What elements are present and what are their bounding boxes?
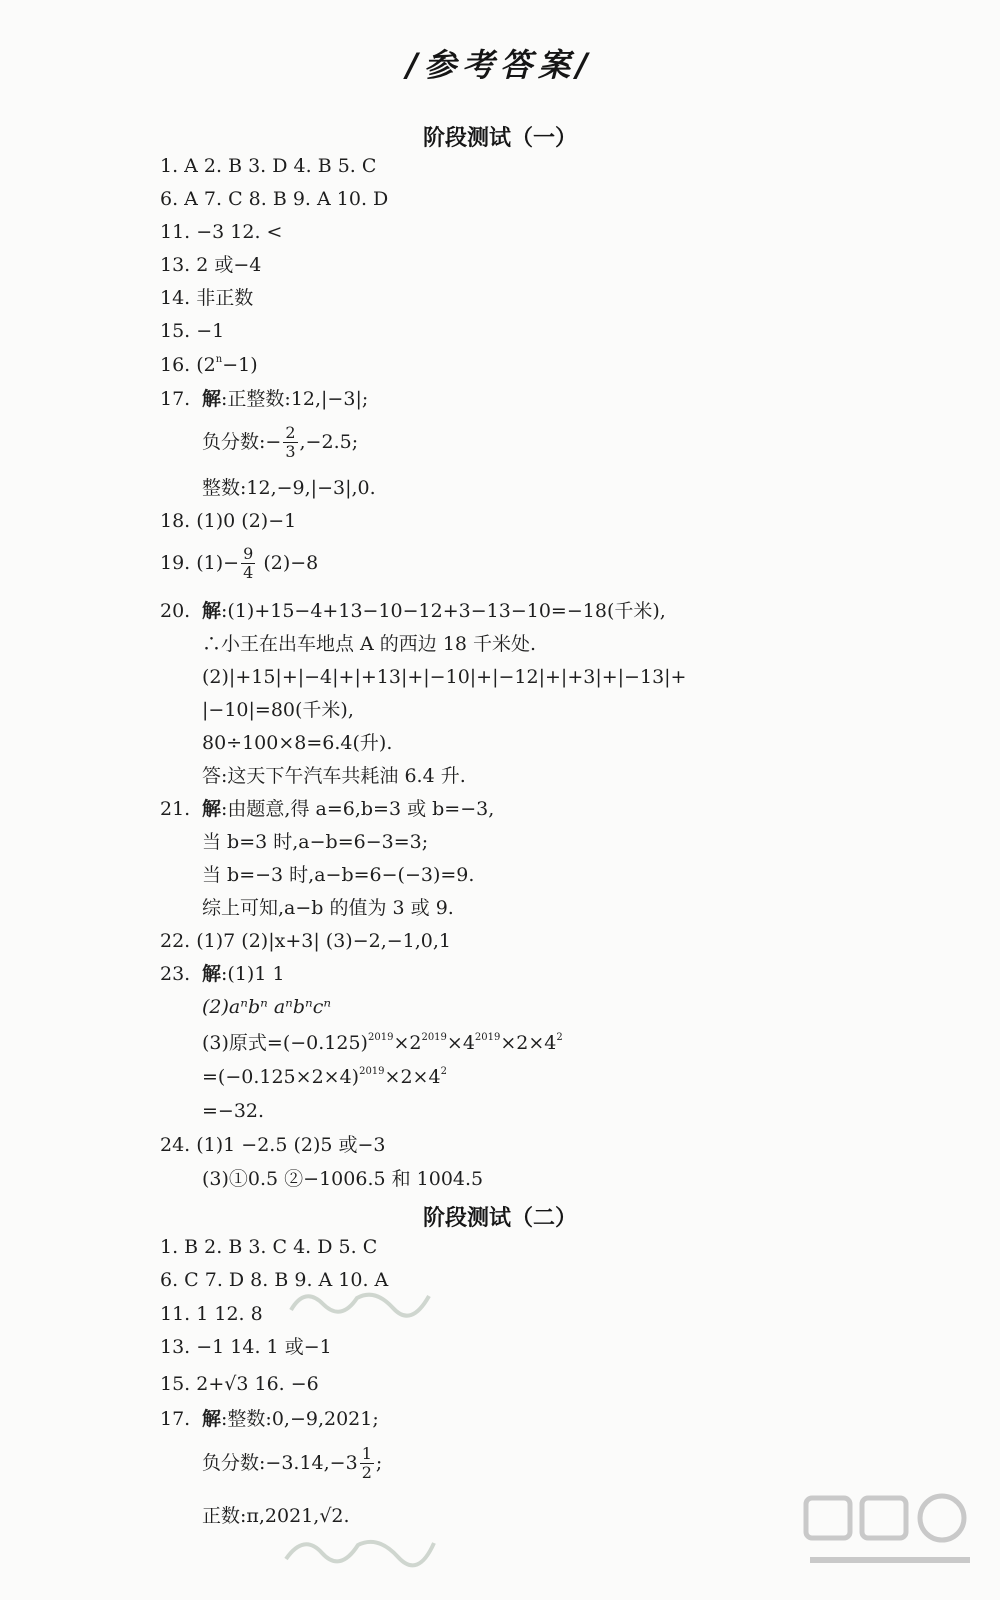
answer-line-22: 22. (1)7 (2)|x+3| (3)−2,−1,0,1: [160, 930, 452, 952]
q23-c-mid1: ×2: [393, 1032, 422, 1054]
q23-d-mid: ×2×4: [384, 1066, 441, 1088]
denominator: 2: [361, 1463, 372, 1483]
q16-tail: −1): [222, 354, 258, 376]
question-number: 20.: [160, 600, 191, 622]
fraction: [241, 545, 255, 583]
question-number: 17.: [160, 1408, 191, 1430]
q23-c-pre: (3)原式=(−0.125): [202, 1032, 368, 1054]
page-title: /参考答案/: [406, 46, 594, 84]
answer-line-11-12: 11. 1 12. 8: [160, 1303, 263, 1325]
jie-label: 解: [202, 1408, 222, 1430]
answer-17-line-a: [160, 390, 368, 409]
answer-24-line-b: (3)①0.5 ②−1006.5 和 1004.5: [202, 1168, 484, 1190]
exponent: 2: [556, 1032, 563, 1043]
q21-text-a: :由题意,得 a=6,b=3 或 b=−3,: [221, 798, 495, 820]
section-title-1: 阶段测试（一）: [422, 126, 577, 151]
answer-line-11-12: 11. −3 12. <: [160, 221, 283, 243]
answer-20-line-f: 答:这天下午汽车共耗油 6.4 升.: [202, 765, 466, 787]
numerator: 1: [361, 1444, 372, 1463]
jie-label: 解: [202, 600, 222, 622]
section-title-2: 阶段测试（二）: [422, 1206, 577, 1231]
q19-post: (2)−8: [257, 551, 319, 574]
fraction: [283, 424, 297, 462]
answer-23-line-c: [202, 1034, 563, 1053]
jie-label: 解: [202, 963, 222, 985]
exponent: 2019: [367, 1032, 394, 1043]
numerator: 9: [243, 544, 254, 563]
answer-21-line-b: 当 b=3 时,a−b=6−3=3;: [202, 831, 429, 853]
q17-text-a: :整数:0,−9,2021;: [221, 1408, 379, 1430]
answer-23-line-e: =−32.: [202, 1100, 265, 1122]
question-number: 21.: [160, 798, 191, 820]
answer-line-13-14: 13. −1 14. 1 或−1: [160, 1336, 332, 1358]
q20-text-a: :(1)+15−4+13−10−12+3−13−10=−18(千米),: [221, 600, 666, 622]
answer-21-line-a: [160, 800, 494, 819]
answer-line-6-10: 6. A 7. C 8. B 9. A 10. D: [160, 188, 389, 210]
corner-logo: [800, 1490, 980, 1584]
answer-line-6-10: 6. C 7. D 8. B 9. A 10. A: [160, 1269, 389, 1291]
answer-23-line-d: [202, 1068, 447, 1087]
answer-17-line-b: [202, 1445, 382, 1483]
answer-line-15: 15. −1: [160, 320, 225, 342]
watermark-mark: [280, 1525, 440, 1574]
answer-20-line-b: ∴小王在出车地点 A 的西边 18 千米处.: [202, 633, 537, 655]
q23-d-pre: =(−0.125×2×4): [202, 1066, 360, 1088]
q16-exponent: n: [215, 354, 223, 365]
answer-23-line-b: (2)aⁿbⁿ aⁿbⁿcⁿ: [202, 996, 332, 1018]
exponent: 2019: [474, 1032, 501, 1043]
exponent: 2: [440, 1066, 447, 1077]
answer-17-line-b: [202, 424, 358, 462]
answer-20-line-a: [160, 602, 666, 621]
q17-b-pre: 负分数:−: [202, 430, 282, 453]
exponent: 2019: [421, 1032, 447, 1043]
answer-20-line-d: |−10|=80(千米),: [202, 699, 354, 721]
answer-21-line-d: 综上可知,a−b 的值为 3 或 9.: [202, 897, 454, 919]
q23-c-mid3: ×2×4: [500, 1032, 557, 1054]
jie-label: 解: [202, 388, 222, 410]
q19-pre: 19. (1)−: [160, 551, 240, 574]
answer-21-line-c: 当 b=−3 时,a−b=6−(−3)=9.: [202, 864, 475, 886]
q23-c-mid2: ×4: [446, 1032, 475, 1054]
answer-17-line-a: [160, 1410, 379, 1429]
answer-line-19: [160, 545, 318, 583]
answer-17-line-c: 正数:π,2021,√2.: [202, 1505, 350, 1527]
answer-line-14: 14. 非正数: [160, 287, 254, 309]
exponent: 2019: [359, 1066, 385, 1077]
answer-24-line-a: 24. (1)1 −2.5 (2)5 或−3: [160, 1134, 386, 1156]
answer-line-1-5: 1. B 2. B 3. C 4. D 5. C: [160, 1236, 378, 1258]
q17-b-post: ;: [375, 1451, 383, 1474]
question-number: 17.: [160, 388, 191, 410]
q23-text-a: :(1)1 1: [221, 963, 285, 985]
q17-b-pre: 负分数:−3.14,−3: [202, 1451, 358, 1474]
answer-23-line-a: [160, 965, 285, 984]
watermark-mark: [285, 1280, 435, 1327]
question-number: 23.: [160, 963, 191, 985]
denominator: 3: [285, 442, 296, 462]
jie-label: 解: [202, 798, 222, 820]
answer-20-line-e: 80÷100×8=6.4(升).: [202, 732, 393, 754]
q17-text-a: :正整数:12,|−3|;: [221, 388, 369, 410]
answer-17-line-c: 整数:12,−9,|−3|,0.: [202, 477, 376, 499]
answer-line-13: 13. 2 或−4: [160, 254, 262, 276]
numerator: 2: [285, 423, 296, 442]
answer-line-16: [160, 356, 258, 375]
denominator: 4: [243, 563, 254, 583]
q17-b-post: ,−2.5;: [299, 430, 359, 453]
answer-20-line-c: (2)|+15|+|−4|+|+13|+|−10|+|−12|+|+3|+|−13|+: [202, 666, 687, 688]
fraction: [360, 1445, 374, 1483]
answer-line-1-5: 1. A 2. B 3. D 4. B 5. C: [160, 155, 377, 177]
answer-line-15-16: 15. 2+√3 16. −6: [160, 1373, 319, 1395]
q16-head: 16. (2: [160, 354, 216, 376]
answer-line-18: 18. (1)0 (2)−1: [160, 510, 297, 532]
